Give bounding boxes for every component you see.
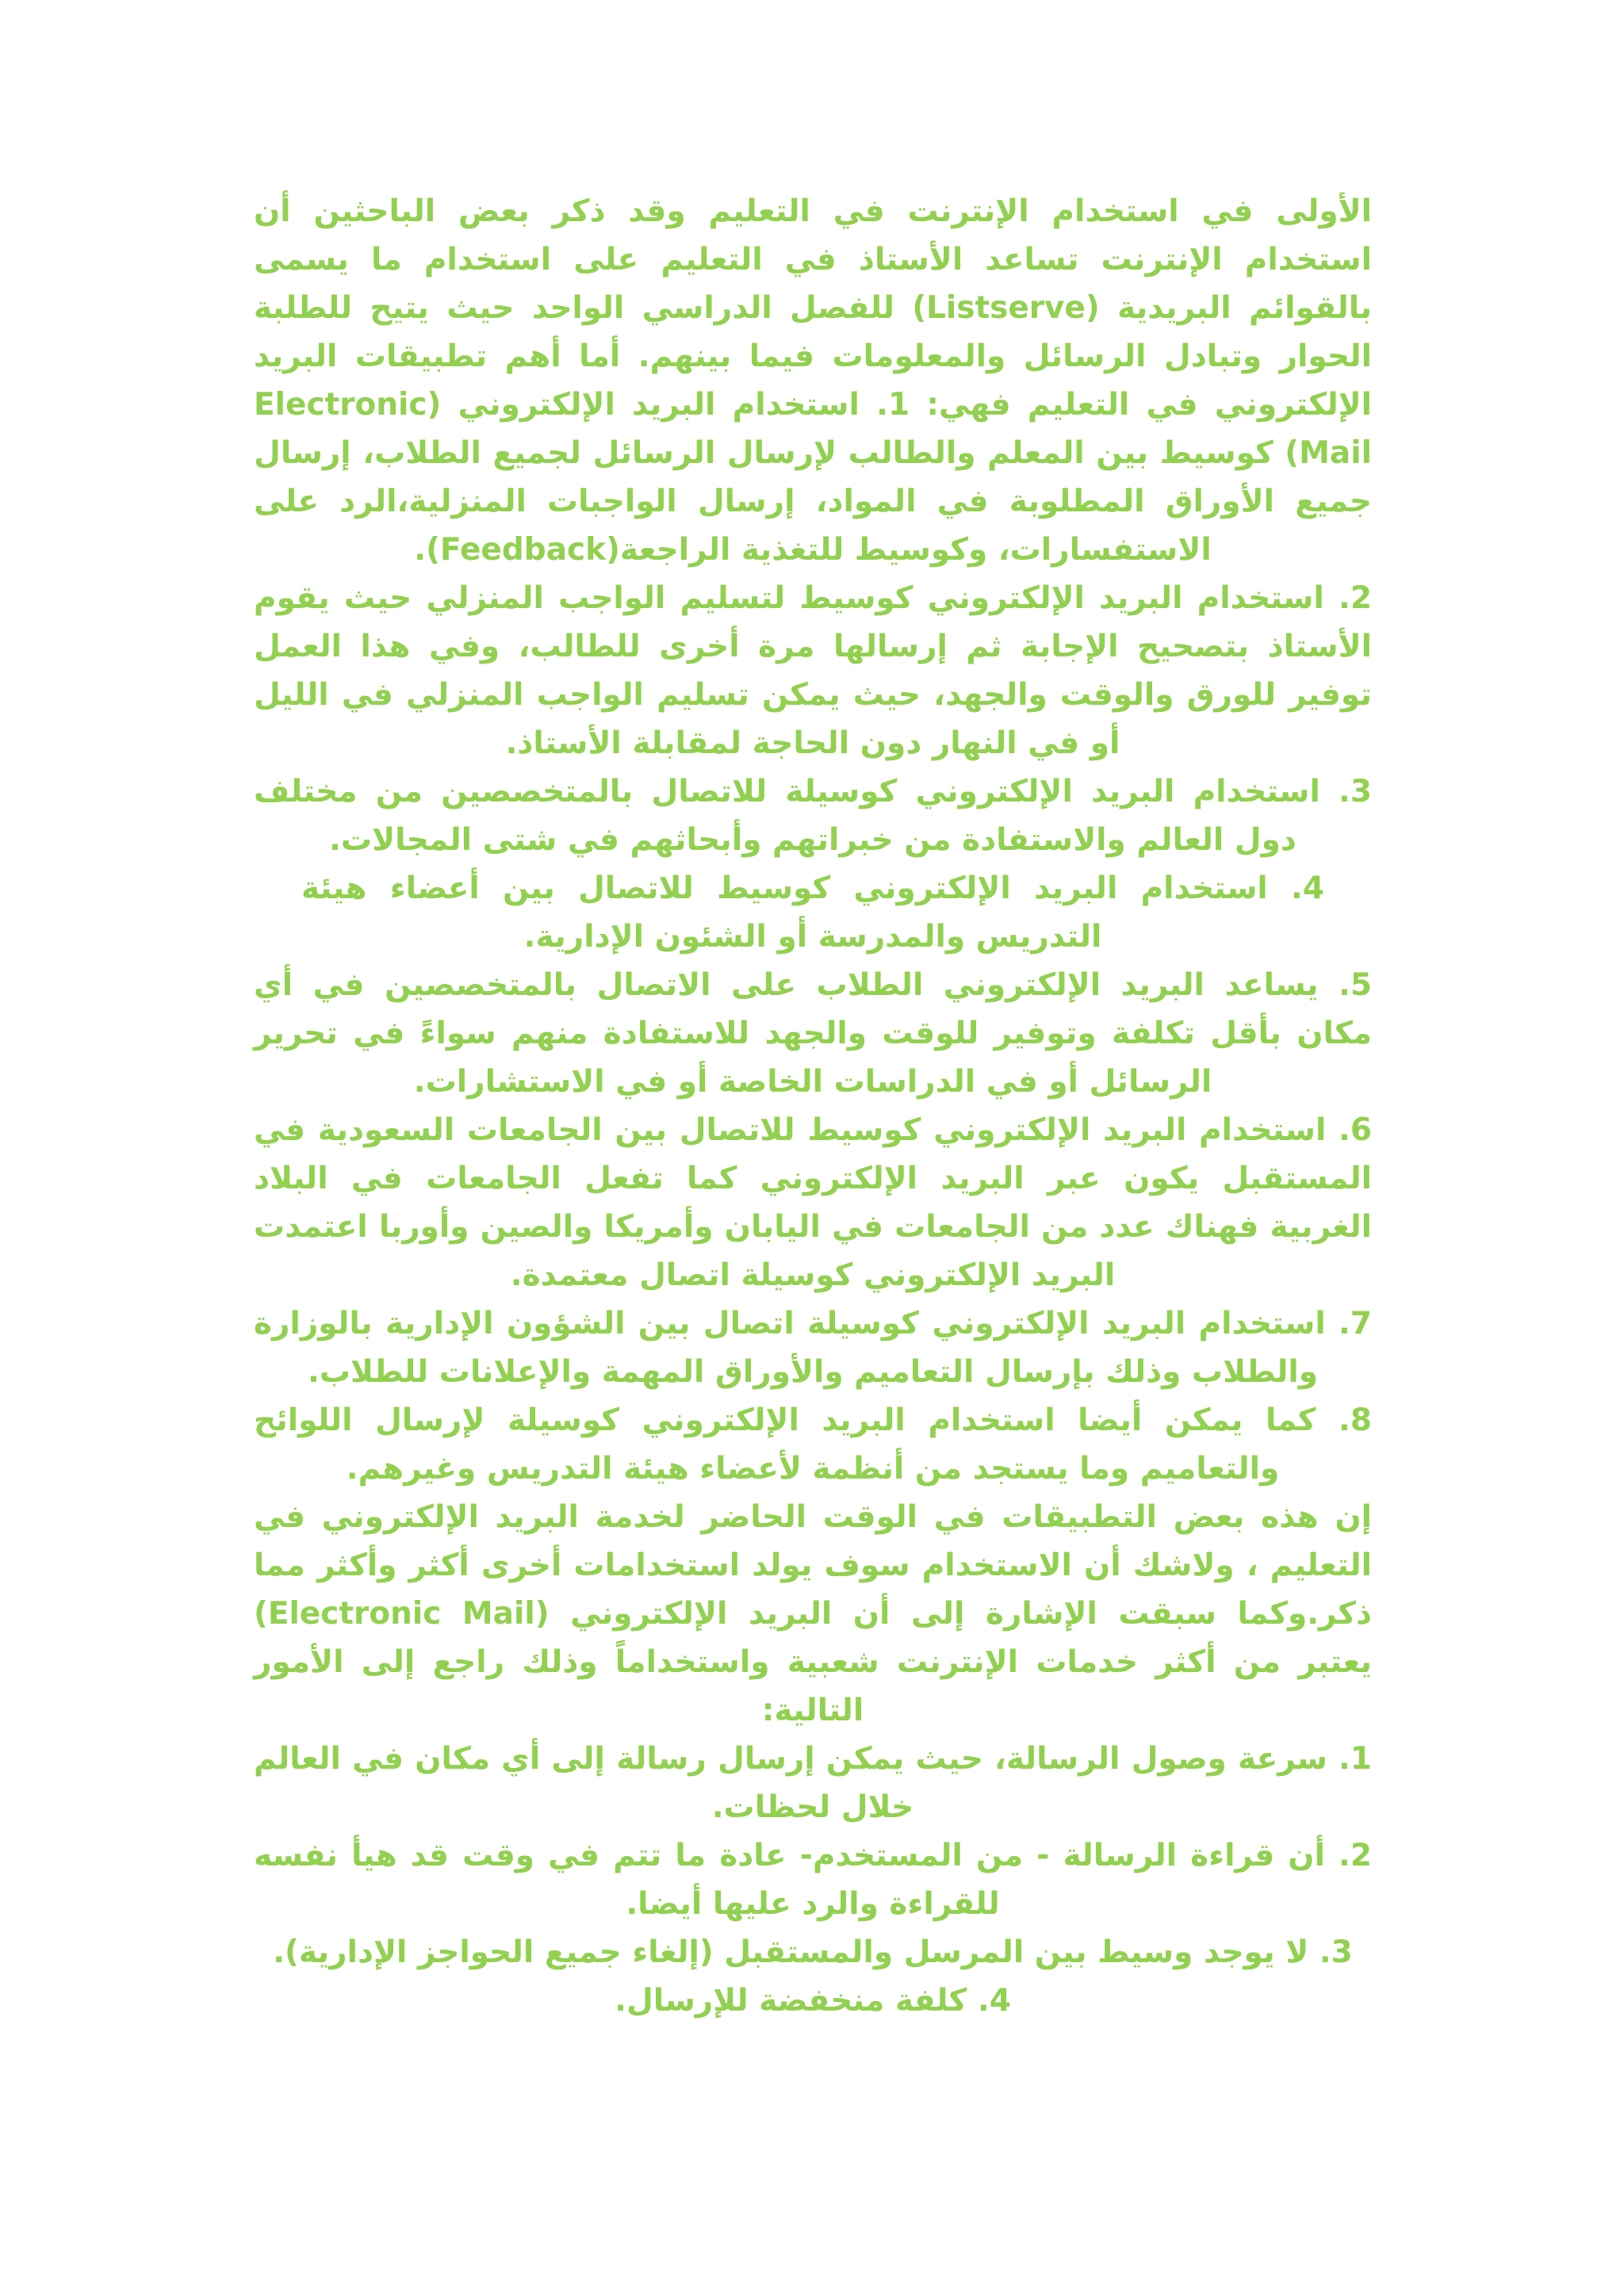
reason-item-4: 4. كلفة منخفضة للإرسال.	[615, 1983, 1011, 2019]
reason-item-3: 3. لا يوجد وسيط بين المرسل والمستقبل (إلغاء جميع الحواجز الإدارية).	[273, 1934, 1353, 1970]
document-page	[254, 187, 1372, 2025]
application-item-4: 4. استخدام البريد الإلكتروني كوسيط للاتصال بين أعضاء هيئة التدريس والمدرسة أو الشئون الإدارية.	[301, 871, 1324, 955]
application-item-5: 5. يساعد البريد الإلكتروني الطلاب على الاتصال بالمتخصصين في أي مكان بأقل تكلفة وتوفير للوقت والجهد للاستفادة منهم سواءً في تحرير الرسائل أو في الدراسات الخاصة أو في الاستشارات.	[254, 967, 1372, 1100]
application-item-3: 3. استخدام البريد الإلكتروني كوسيلة للاتصال بالمتخصصين من مختلف دول العالم والاستفادة من خبراتهم وأبحاثهم في شتى المجالات.	[254, 774, 1372, 858]
application-item-7: 7. استخدام البريد الإلكتروني كوسيلة اتصال بين الشؤون الإدارية بالوزارة والطلاب وذلك بإرسال التعاميم والأوراق المهمة والإعلانات للطلاب.	[254, 1306, 1372, 1390]
summary-paragraph: إن هذه بعض التطبيقات في الوقت الحاضر لخدمة البريد الإلكتروني في التعليم ، ولاشك أن الاستخدام سوف يولد استخدامات أخرى أكثر وأكثر مما ذكر.وكما سبقت الإشارة إلى أن البريد الإلكتروني (Electronic Mail) يعتبر من أكثر خدمات الإنترنت شعبية واستخداماً وذلك راجع إلى الأمور التالية:	[254, 1499, 1372, 1728]
intro-paragraph: الأولى في استخدام الإنترنت في التعليم وقد ذكر بعض الباحثين أن استخدام الإنترنت تساعد الأستاذ في التعليم على استخدام ما يسمى بالقوائم البريدية (Listserve) للفصل الدراسي الواحد حيث يتيح للطلبة الحوار وتبادل الرسائل والمعلومات فيما بينهم. أما أهم تطبيقات البريد الإلكتروني في التعليم فهي: 1. استخدام البريد الإلكتروني (Electronic Mail) كوسيط بين المعلم والطالب لإرسال الرسائل لجميع الطلاب، إرسال جميع الأوراق المطلوبة في المواد، إرسال الواجبات المنزلية،الرد على الاستفسارات، وكوسيط للتغذية الراجعة(Feedback).	[254, 193, 1373, 568]
application-item-8: 8. كما يمكن أيضا استخدام البريد الإلكتروني كوسيلة لإرسال اللوائح والتعاميم وما يستجد من أنظمة لأعضاء هيئة التدريس وغيرهم.	[254, 1402, 1372, 1487]
application-item-6: 6. استخدام البريد الإلكتروني كوسيط للاتصال بين الجامعات السعودية في المستقبل يكون عبر البريد الإلكتروني كما تفعل الجامعات في البلاد الغربية فهناك عدد من الجامعات في اليابان وأمريكا والصين وأوربا اعتمدت البريد الإلكتروني كوسيلة اتصال معتمدة.	[254, 1112, 1372, 1293]
reason-item-1: 1. سرعة وصول الرسالة، حيث يمكن إرسال رسالة إلى أي مكان في العالم خلال لحظات.	[254, 1741, 1372, 1825]
reason-item-2: 2. أن قراءة الرسالة - من المستخدم- عادة ما تتم في وقت قد هيأ نفسه للقراءة والرد عليها أيضا.	[254, 1838, 1372, 1922]
application-item-2: 2. استخدام البريد الإلكتروني كوسيط لتسليم الواجب المنزلي حيث يقوم الأستاذ بتصحيح الإجابة ثم إرسالها مرة أخرى للطالب، وفي هذا العمل توفير للورق والوقت والجهد، حيث يمكن تسليم الواجب المنزلي في الليل أو في النهار دون الحاجة لمقابلة الأستاذ.	[254, 580, 1372, 761]
